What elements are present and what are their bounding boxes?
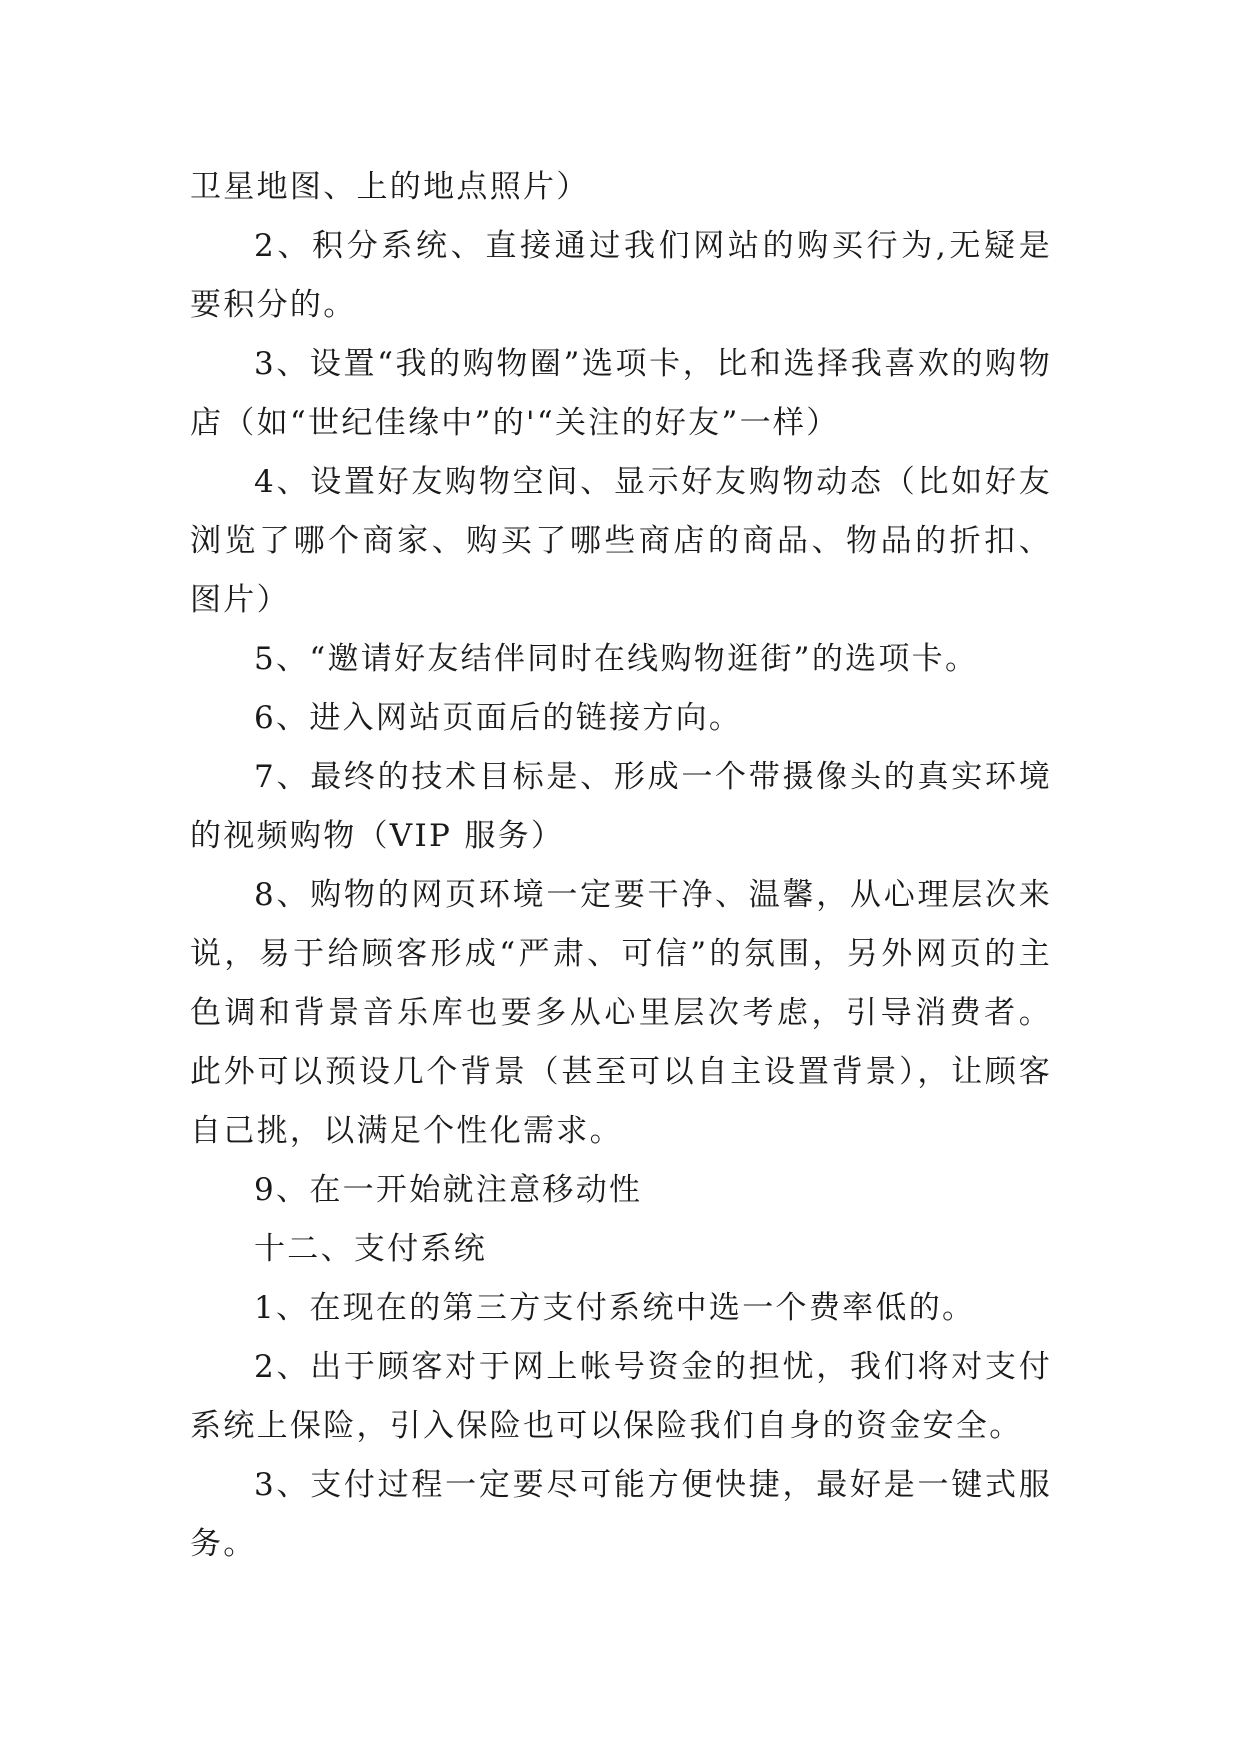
section-heading-payment-system: 十二、支付系统	[254, 1231, 488, 1267]
paragraph-payment-3: 3、支付过程一定要尽可能方便快捷，最好是一键式服务。	[190, 1467, 1052, 1562]
paragraph-payment-1: 1、在现在的第三方支付系统中选一个费率低的。	[254, 1290, 976, 1326]
paragraph-payment-2: 2、出于顾客对于网上帐号资金的担忧，我们将对支付系统上保险，引入保险也可以保险我们自身的资金安全。	[190, 1349, 1052, 1444]
paragraph-item-7-video-shopping: 7、最终的技术目标是、形成一个带摄像头的真实环境的视频购物（VIP 服务）	[190, 759, 1052, 854]
paragraph-item-8-web-environment: 8、购物的网页环境一定要干净、温馨，从心理层次来说，易于给顾客形成“严肃、可信”的氛围，另外网页的主色调和背景音乐库也要多从心里层次考虑，引导消费者。此外可以预设几个背景（甚至可以自主设置背景），让顾客自己挑，以满足个性化需求。	[190, 877, 1052, 1149]
paragraph-item-6-link-direction: 6、进入网站页面后的链接方向。	[254, 700, 743, 736]
paragraph-item-3-shopping-circle: 3、设置“我的购物圈”选项卡，比和选择我喜欢的购物店（如“世纪佳缘中”的'“关注的好友”一样）	[190, 346, 1052, 441]
paragraph-continuation: 卫星地图、上的地点照片）	[190, 169, 590, 205]
paragraph-item-4-friend-space: 4、设置好友购物空间、显示好友购物动态（比如好友浏览了哪个商家、购买了哪些商店的商品、物品的折扣、图片）	[190, 464, 1052, 618]
paragraph-item-9-mobility: 9、在一开始就注意移动性	[254, 1172, 643, 1208]
paragraph-item-2-points: 2、积分系统、直接通过我们网站的购买行为,无疑是要积分的。	[190, 228, 1052, 323]
paragraph-item-5-invite-friends: 5、“邀请好友结伴同时在线购物逛街”的选项卡。	[254, 641, 979, 677]
document-body	[190, 158, 1052, 1574]
